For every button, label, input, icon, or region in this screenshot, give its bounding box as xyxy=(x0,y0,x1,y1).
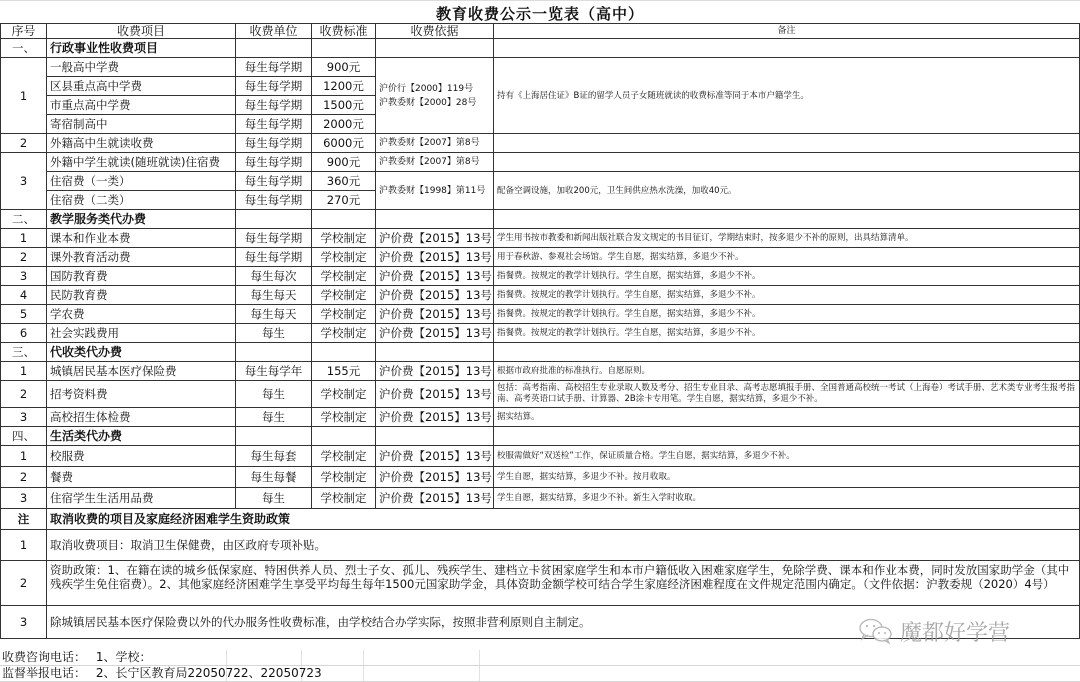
row-no: 2 xyxy=(1,134,47,153)
table-row xyxy=(1,467,1080,488)
header-basis: 收费依据 xyxy=(376,24,494,39)
row-no: 1 xyxy=(1,362,47,381)
item-unit: 每生 xyxy=(236,381,312,408)
item-note: 学生自愿，据实结算，多退少不补。新生入学时收取。 xyxy=(494,488,1080,509)
section-name: 代收类代办费 xyxy=(47,343,236,362)
item-name: 国防教育费 xyxy=(47,267,236,286)
notes-section-row xyxy=(1,509,1080,530)
item-unit: 每生每学期 xyxy=(236,115,312,134)
section-name: 行政事业性收费项目 xyxy=(47,39,236,58)
table-row xyxy=(1,134,1080,153)
note-text: 除城镇居民基本医疗保险费以外的代办服务性收费标准，由学校结合办学实际，按照非营利原则自主制定。 xyxy=(47,606,1080,639)
table-row xyxy=(1,305,1080,324)
section-no: 一、 xyxy=(1,39,47,58)
row-no: 3 xyxy=(1,153,47,210)
item-standard: 2000元 xyxy=(312,115,376,134)
item-basis: 沪价费【2015】13号 xyxy=(376,324,494,343)
item-standard: 学校制定 xyxy=(312,446,376,467)
report-value: 2、长宁区教育局22050722、22050723 xyxy=(95,666,322,680)
table-row xyxy=(1,408,1080,427)
item-standard: 学校制定 xyxy=(312,488,376,509)
item-note: 包括：高考指南、高校招生专业录取人数及考分、招生专业目录、高考志愿填报手册、全国普通高校统一考试（上海卷）考试手册、艺术类专业考生报考指南、高考英语口试手册、计算器、2B涂卡专用笔。学生自愿，据实结算，多退少不补。 xyxy=(494,381,1080,408)
item-note: 指餐费。按规定的教学计划执行。学生自愿，据实结算，多退少不补。 xyxy=(494,286,1080,305)
note-text: 资助政策：1、在籍在读的城乡低保家庭、特困供养人员、烈士子女、孤儿、残疾学生、建档立卡贫困家庭学生和本市户籍低收入困难家庭学生，免除学费、课本和作业本费，同时发放国家助学金（其中残疾学生免住宿费）。2、其他家庭经济困难学生享受平均每生每年1500元国家助学金，具体资助金额学校可结合学生家庭经济困难程度在文件规定范围内确定。（文件依据：沪教委规（2020）4号） xyxy=(47,561,1080,606)
header-unit: 收费单位 xyxy=(236,24,312,39)
item-standard: 学校制定 xyxy=(312,229,376,248)
fee-table xyxy=(0,23,1080,639)
item-name: 招考资料费 xyxy=(47,381,236,408)
header-item: 收费项目 xyxy=(47,24,236,39)
item-unit: 每生每学期 xyxy=(236,134,312,153)
item-standard: 6000元 xyxy=(312,134,376,153)
item-note: 用于春秋游、参观社会场馆。学生自愿，据实结算，多退少不补。 xyxy=(494,248,1080,267)
table-row xyxy=(1,381,1080,408)
report-label: 监督举报电话： xyxy=(2,666,87,680)
row-no: 6 xyxy=(1,324,47,343)
item-standard: 1200元 xyxy=(312,77,376,96)
item-unit: 每生每学期 xyxy=(236,77,312,96)
item-unit: 每生每学期 xyxy=(236,229,312,248)
header-no: 序号 xyxy=(1,24,47,39)
item-name: 住宿费（一类） xyxy=(47,172,236,191)
item-standard: 学校制定 xyxy=(312,248,376,267)
item-standard: 学校制定 xyxy=(312,324,376,343)
table-row xyxy=(1,58,1080,77)
item-name: 住宿学生生活用品费 xyxy=(47,488,236,509)
item-note: 指餐费。按规定的教学计划执行。学生自愿，据实结算，多退少不补。 xyxy=(494,305,1080,324)
item-name: 餐费 xyxy=(47,467,236,488)
item-basis: 沪价费【2015】13号 xyxy=(376,229,494,248)
table-row xyxy=(1,286,1080,305)
row-no: 2 xyxy=(1,561,47,606)
notes-row xyxy=(1,561,1080,606)
header-remarks: 备注 xyxy=(494,24,1080,39)
item-note: 校服需做好“双送检”工作，保证质量合格。学生自愿，据实结算，多退少不补。 xyxy=(494,446,1080,467)
item-note: 据实结算。 xyxy=(494,408,1080,427)
row-no: 5 xyxy=(1,305,47,324)
notes-row xyxy=(1,530,1080,561)
note-text: 取消收费项目：取消卫生保健费，由区政府专项补贴。 xyxy=(47,530,1080,561)
consult-label: 收费咨询电话： xyxy=(2,650,87,664)
item-basis: 沪价费【2015】13号 xyxy=(376,362,494,381)
item-unit: 每生每套 xyxy=(236,446,312,467)
item-name: 课本和作业本费 xyxy=(47,229,236,248)
row-no: 2 xyxy=(1,381,47,408)
row-no: 2 xyxy=(1,248,47,267)
item-note: 指餐费。按规定的教学计划执行。学生自愿，据实结算，多退少不补。 xyxy=(494,324,1080,343)
item-basis: 沪教委财【2007】第8号 xyxy=(376,153,494,172)
item-note: 配备空调设施，加收200元，卫生间供应热水洗澡，加收40元。 xyxy=(494,172,1080,210)
consult-value: 1、学校： xyxy=(95,650,152,664)
item-basis: 沪教委财【1998】第11号 xyxy=(376,172,494,210)
item-note xyxy=(494,134,1080,153)
item-name: 一般高中学费 xyxy=(47,58,236,77)
item-basis: 沪价费【2015】13号 xyxy=(376,248,494,267)
table-row xyxy=(1,248,1080,267)
item-standard: 360元 xyxy=(312,172,376,191)
section-name: 教学服务类代办费 xyxy=(47,210,236,229)
table-row xyxy=(1,172,1080,191)
item-name: 校服费 xyxy=(47,446,236,467)
item-name: 市重点高中学费 xyxy=(47,96,236,115)
item-standard: 学校制定 xyxy=(312,286,376,305)
item-basis: 沪价费【2015】13号 xyxy=(376,408,494,427)
item-basis: 沪教委财【2007】第8号 xyxy=(376,134,494,153)
item-basis: 沪价费【2015】13号 xyxy=(376,467,494,488)
section-no: 注 xyxy=(1,509,47,530)
item-name: 寄宿制高中 xyxy=(47,115,236,134)
section-row xyxy=(1,39,1080,58)
section-no: 三、 xyxy=(1,343,47,362)
item-unit: 每生每学期 xyxy=(236,58,312,77)
table-row xyxy=(1,324,1080,343)
item-basis xyxy=(376,58,494,134)
row-no: 3 xyxy=(1,408,47,427)
row-no: 3 xyxy=(1,488,47,509)
item-standard: 900元 xyxy=(312,153,376,172)
item-unit: 每生每学期 xyxy=(236,172,312,191)
item-standard: 学校制定 xyxy=(312,408,376,427)
table-row xyxy=(1,267,1080,286)
item-name: 社会实践费用 xyxy=(47,324,236,343)
table-row xyxy=(1,488,1080,509)
item-unit: 每生每餐 xyxy=(236,467,312,488)
row-no: 4 xyxy=(1,286,47,305)
table-row xyxy=(1,229,1080,248)
item-name: 课外教育活动费 xyxy=(47,248,236,267)
row-no: 2 xyxy=(1,467,47,488)
watermark-text: 魔都好学营 xyxy=(900,620,1011,646)
basis-line: 沪价行【2000】119号 xyxy=(379,83,474,94)
item-standard: 学校制定 xyxy=(312,381,376,408)
row-no: 1 xyxy=(1,530,47,561)
item-basis: 沪价费【2015】13号 xyxy=(376,286,494,305)
title-row xyxy=(0,0,1080,24)
item-name: 外籍中学生就读(随班就读)住宿费 xyxy=(47,153,236,172)
row-no: 1 xyxy=(1,58,47,134)
row-no: 1 xyxy=(1,446,47,467)
page-title: 教育收费公示一览表（高中） xyxy=(435,5,644,23)
item-basis: 沪价费【2015】13号 xyxy=(376,305,494,324)
item-standard: 155元 xyxy=(312,362,376,381)
item-name: 高校招生体检费 xyxy=(47,408,236,427)
item-standard: 900元 xyxy=(312,58,376,77)
table-row xyxy=(1,153,1080,172)
item-unit: 每生每天 xyxy=(236,305,312,324)
item-standard: 270元 xyxy=(312,191,376,210)
item-note xyxy=(494,153,1080,172)
item-name: 民防教育费 xyxy=(47,286,236,305)
row-no: 3 xyxy=(1,606,47,639)
row-no: 1 xyxy=(1,229,47,248)
item-name: 外籍高中生就读收费 xyxy=(47,134,236,153)
item-basis: 沪价费【2015】13号 xyxy=(376,488,494,509)
watermark xyxy=(858,614,1058,648)
section-name: 取消收费的项目及家庭经济困难学生资助政策 xyxy=(47,509,1080,530)
consult-phone-row xyxy=(0,650,1080,666)
section-no: 四、 xyxy=(1,427,47,446)
report-phone-row xyxy=(0,666,1080,682)
row-no: 3 xyxy=(1,267,47,286)
section-row xyxy=(1,210,1080,229)
footer xyxy=(0,650,1080,682)
basis-line: 沪教委财【2000】28号 xyxy=(379,97,477,108)
item-note: 指餐费。按规定的教学计划执行。学生自愿，据实结算，多退少不补。 xyxy=(494,267,1080,286)
table-row xyxy=(1,446,1080,467)
item-unit: 每生 xyxy=(236,324,312,343)
item-unit: 每生每天 xyxy=(236,286,312,305)
header-standard: 收费标准 xyxy=(312,24,376,39)
item-unit: 每生每次 xyxy=(236,267,312,286)
item-name: 城镇居民基本医疗保险费 xyxy=(47,362,236,381)
item-note: 学生自愿，据实结算，多退少不补。按月收取。 xyxy=(494,467,1080,488)
item-unit: 每生 xyxy=(236,488,312,509)
item-name: 学农费 xyxy=(47,305,236,324)
item-unit: 每生每学期 xyxy=(236,248,312,267)
item-standard: 学校制定 xyxy=(312,305,376,324)
table-row xyxy=(1,362,1080,381)
header-row xyxy=(1,24,1080,39)
item-note: 持有《上海居住证》B证的留学人员子女随班就读的收费标准等同于本市户籍学生。 xyxy=(494,58,1080,134)
item-note: 根据市政府批准的标准执行。自愿原则。 xyxy=(494,362,1080,381)
item-basis: 沪价费【2015】13号 xyxy=(376,267,494,286)
item-unit: 每生 xyxy=(236,408,312,427)
item-basis: 沪价费【2015】13号 xyxy=(376,381,494,408)
section-name: 生活类代办费 xyxy=(47,427,236,446)
item-unit: 每生每学期 xyxy=(236,153,312,172)
item-standard: 1500元 xyxy=(312,96,376,115)
wechat-icon xyxy=(858,617,894,645)
section-no: 二、 xyxy=(1,210,47,229)
item-standard: 学校制定 xyxy=(312,267,376,286)
item-unit: 每生每学期 xyxy=(236,191,312,210)
item-name: 区县重点高中学费 xyxy=(47,77,236,96)
item-note: 学生用书按市教委和新闻出版社联合发文规定的书目征订，学期结束时，按多退少不补的原则，出具结算清单。 xyxy=(494,229,1080,248)
section-row xyxy=(1,427,1080,446)
item-basis: 沪价费【2015】13号 xyxy=(376,446,494,467)
section-row xyxy=(1,343,1080,362)
item-name: 住宿费（二类） xyxy=(47,191,236,210)
item-unit: 每生每学年 xyxy=(236,362,312,381)
item-standard: 学校制定 xyxy=(312,467,376,488)
item-unit: 每生每学期 xyxy=(236,96,312,115)
